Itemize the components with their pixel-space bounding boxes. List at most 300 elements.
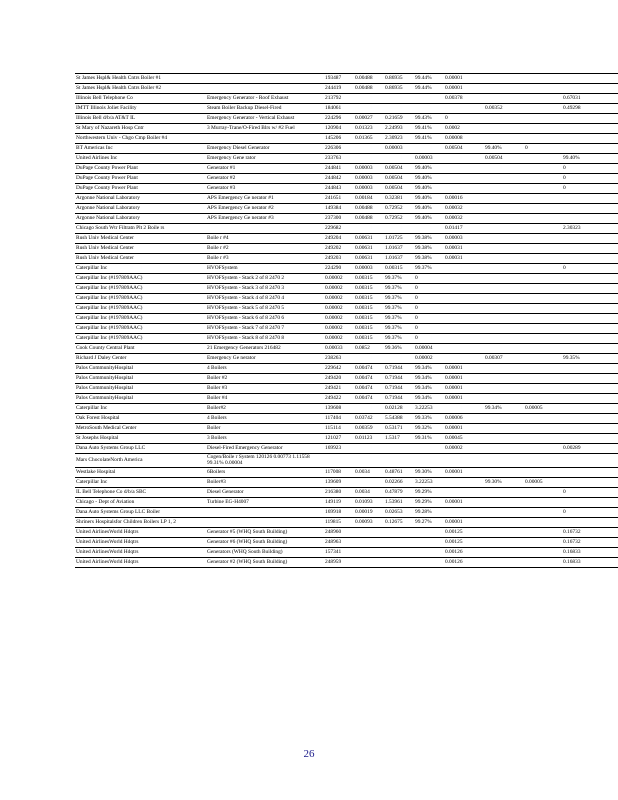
source-cell — [206, 84, 324, 94]
facility-cell: Argonne National Laboratory — [76, 195, 140, 202]
facility-cell: United AirlinesWorld Hdqtrs — [76, 549, 139, 556]
value-cell: 0 — [525, 145, 528, 152]
value-cell: 0.72952 — [385, 205, 403, 212]
table-row — [75, 184, 618, 194]
value-cell: 0.02266 — [385, 479, 403, 486]
value-cell — [414, 94, 444, 104]
source-cell: Boiler #2 — [207, 375, 228, 382]
value-cell — [354, 557, 384, 567]
table-row — [75, 244, 618, 254]
facility-cell: St Mary of Nazareth Hosp Cntr — [76, 125, 144, 132]
value-cell — [562, 364, 618, 374]
value-cell — [484, 424, 524, 434]
value-cell: 99.40% — [485, 145, 502, 152]
value-cell: 233763 — [325, 155, 342, 162]
value-cell: 0.00504 — [445, 145, 463, 152]
value-cell: 0.00004 — [415, 345, 433, 352]
table-row — [75, 154, 618, 164]
value-cell — [484, 527, 524, 537]
value-cell — [414, 104, 444, 114]
source-cell: HVOFSystem - Stack 2 of 8 2470 2 — [207, 275, 285, 282]
table-row — [75, 194, 618, 204]
source-cell: HVOFSystem - Stack 8 of 8 2470 8 — [207, 335, 285, 342]
value-cell — [562, 194, 618, 204]
value-cell — [444, 294, 484, 304]
value-cell: 0.72952 — [385, 215, 403, 222]
value-cell: 249422 — [325, 395, 342, 402]
value-cell: 249202 — [325, 245, 342, 252]
value-cell — [524, 424, 562, 434]
value-cell — [354, 527, 384, 537]
value-cell: 99.37% — [385, 275, 402, 282]
table-row — [75, 214, 618, 224]
value-cell: 237300 — [325, 215, 342, 222]
value-cell: 0.0034 — [355, 469, 370, 476]
value-cell — [354, 547, 384, 557]
value-cell: 0.00093 — [355, 519, 373, 526]
value-cell: 1.01725 — [385, 235, 403, 242]
value-cell — [484, 314, 524, 324]
value-cell: 0.71944 — [385, 395, 403, 402]
value-cell — [414, 557, 444, 567]
source-cell: Diesel Generator — [207, 489, 244, 496]
value-cell: 0.00003 — [385, 145, 403, 152]
value-cell — [484, 344, 524, 354]
value-cell: 149119 — [325, 499, 341, 506]
value-cell — [562, 384, 618, 394]
value-cell — [484, 384, 524, 394]
value-cell — [524, 254, 562, 264]
value-cell: 99.40% — [415, 175, 432, 182]
value-cell: 0.00474 — [355, 365, 373, 372]
value-cell — [354, 94, 384, 104]
value-cell: 99.35% — [563, 355, 580, 362]
value-cell: 99.33% — [415, 415, 432, 422]
source-cell: Boiler #3 — [207, 385, 228, 392]
source-cell: HVOFSystem — [207, 265, 238, 272]
value-cell: 99.29% — [415, 489, 432, 496]
value-cell: 0.00001 — [445, 395, 463, 402]
value-cell: 0.00488 — [355, 85, 373, 92]
value-cell — [524, 134, 562, 144]
value-cell — [524, 284, 562, 294]
source-cell: Emergency Diesel Generator — [207, 145, 270, 152]
facility-cell: United AirlinesWorld Hdqtrs — [76, 539, 139, 546]
source-cell: 21 Emergency Generators 216482 — [207, 345, 281, 352]
facility-cell: Rush Univ Medical Center — [76, 235, 134, 242]
value-cell — [524, 114, 562, 124]
value-cell: 5.54388 — [385, 415, 403, 422]
facility-cell: Westlake Hospital — [76, 469, 116, 476]
value-cell: 0.00315 — [355, 285, 373, 292]
value-cell — [484, 304, 524, 314]
facility-cell: Dana Auto Systems Group LLC — [76, 445, 146, 452]
value-cell: 0.00126 — [445, 549, 463, 556]
value-cell — [484, 174, 524, 184]
value-cell: 0.00002 — [325, 305, 343, 312]
value-cell: 149384 — [325, 205, 342, 212]
source-cell: APS Emergency Ge nerator #3 — [207, 215, 274, 222]
value-cell — [524, 174, 562, 184]
source-cell: HVOFSystem - Stack 7 of 8 2470 7 — [207, 325, 285, 332]
value-cell: 99.37% — [385, 315, 402, 322]
facility-cell: Argonne National Laboratory — [76, 205, 140, 212]
value-cell: 0.00504 — [485, 155, 503, 162]
value-cell — [444, 507, 484, 517]
source-cell: Generator #2 (WHQ South Building) — [207, 559, 288, 566]
value-cell — [384, 527, 414, 537]
table-row — [75, 517, 618, 527]
value-cell: 0.00001 — [445, 425, 463, 432]
value-cell: 0.01323 — [355, 125, 373, 132]
value-cell: 0.00352 — [485, 105, 503, 112]
value-cell — [444, 344, 484, 354]
facility-cell: Palos CommunityHospital — [76, 365, 134, 372]
value-cell: 0.00031 — [445, 245, 463, 252]
value-cell — [384, 557, 414, 567]
value-cell: 0.01365 — [355, 135, 373, 142]
value-cell — [562, 234, 618, 244]
value-cell: 0.00488 — [355, 215, 373, 222]
value-cell: 0.02128 — [385, 405, 403, 412]
value-cell: 99.37% — [385, 335, 402, 342]
value-cell: 0 — [563, 165, 566, 172]
source-cell: Generator #6 (WHQ South Building) — [207, 539, 288, 546]
value-cell: 99.38% — [415, 255, 432, 262]
value-cell — [354, 354, 384, 364]
value-cell: 0.00378 — [445, 95, 463, 102]
value-cell — [524, 124, 562, 134]
value-cell: 0.00002 — [325, 335, 343, 342]
value-cell: 0.00125 — [445, 529, 463, 536]
value-cell — [562, 344, 618, 354]
value-cell: 99.44% — [415, 75, 432, 82]
table-row — [75, 134, 618, 144]
value-cell: 238263 — [325, 355, 342, 362]
value-cell: 0.53171 — [385, 425, 403, 432]
table-row — [75, 454, 618, 468]
value-cell — [484, 244, 524, 254]
value-cell — [562, 244, 618, 254]
value-cell — [562, 294, 618, 304]
value-cell — [484, 264, 524, 274]
facility-cell: Chicago South Wtr Filtratn Plt 2 Boile rs — [76, 225, 165, 232]
source-cell: 3 Murray-Trane/O-Fired Blrs w/ #2 Fuel — [207, 125, 295, 132]
value-cell — [562, 214, 618, 224]
value-cell: 0.01417 — [445, 225, 463, 232]
value-cell: 0.00631 — [355, 235, 373, 242]
value-cell — [414, 144, 444, 154]
facility-cell: Argonne National Laboratory — [76, 215, 140, 222]
value-cell: 0.0034 — [355, 489, 370, 496]
value-cell: 0.00003 — [355, 185, 373, 192]
value-cell — [524, 467, 562, 477]
value-cell — [562, 497, 618, 507]
facility-cell: Cook County Central Plant — [76, 345, 135, 352]
source-cell: Generator #5 (WHQ South Building) — [207, 529, 288, 536]
facility-cell: Palos CommunityHospital — [76, 375, 134, 382]
value-cell — [444, 454, 484, 468]
value-cell — [354, 224, 384, 234]
table-row — [75, 467, 618, 477]
table-row — [75, 84, 618, 94]
value-cell — [484, 274, 524, 284]
source-cell: Boiler#2 — [207, 405, 226, 412]
value-cell: 99.40% — [415, 185, 432, 192]
value-cell — [484, 284, 524, 294]
value-cell: 99.27% — [415, 519, 432, 526]
value-cell: 0.00045 — [445, 435, 463, 442]
value-cell: 0 — [415, 295, 418, 302]
source-cell: Boile r #2 — [207, 245, 229, 252]
value-cell — [414, 454, 444, 468]
source-cell: HVOFSystem - Stack 6 of 8 2470 6 — [207, 315, 285, 322]
value-cell — [524, 364, 562, 374]
value-cell — [414, 527, 444, 537]
value-cell: 0.00001 — [445, 385, 463, 392]
facility-cell: Illinois Bell Telephone Co — [76, 95, 133, 102]
value-cell: 0.00504 — [385, 165, 403, 172]
value-cell: 2.24993 — [385, 125, 403, 132]
emissions-table — [75, 73, 618, 568]
value-cell: 0.00031 — [445, 255, 463, 262]
value-cell: 2.30323 — [563, 225, 581, 232]
source-cell: 6Boilers — [207, 469, 226, 476]
table-row — [75, 487, 618, 497]
source-cell: Boile r #3 — [207, 255, 229, 262]
value-cell — [484, 364, 524, 374]
value-cell — [444, 404, 484, 414]
value-cell — [484, 547, 524, 557]
value-cell — [562, 314, 618, 324]
source-cell: Boiler #4 — [207, 395, 228, 402]
value-cell — [524, 244, 562, 254]
value-cell: 99.37% — [385, 295, 402, 302]
value-cell — [484, 414, 524, 424]
table-row — [75, 274, 618, 284]
value-cell — [384, 444, 414, 454]
value-cell: 0.00002 — [325, 285, 343, 292]
value-cell — [484, 537, 524, 547]
value-cell — [562, 394, 618, 404]
table-row — [75, 174, 618, 184]
facility-cell: Richard J Daley Center — [76, 355, 127, 362]
value-cell: 145206 — [325, 135, 342, 142]
table-row — [75, 547, 618, 557]
facility-cell: St Josephs Hospital — [76, 435, 119, 442]
value-cell — [524, 384, 562, 394]
value-cell: 1.01637 — [385, 245, 403, 252]
value-cell — [384, 537, 414, 547]
value-cell: 0.00001 — [445, 375, 463, 382]
value-cell — [562, 204, 618, 214]
value-cell: 99.38% — [415, 235, 432, 242]
value-cell — [354, 444, 384, 454]
value-cell: 249203 — [325, 255, 342, 262]
value-cell: 99.41% — [415, 135, 432, 142]
value-cell: 248960 — [325, 529, 342, 536]
table-row — [75, 527, 618, 537]
value-cell — [484, 454, 524, 468]
value-cell: 0.01123 — [355, 435, 373, 442]
value-cell: 119815 — [325, 519, 341, 526]
value-cell — [524, 314, 562, 324]
facility-cell: Chicago - Dept of Aviation — [76, 499, 135, 506]
value-cell — [524, 154, 562, 164]
value-cell: 0.00631 — [355, 245, 373, 252]
value-cell — [384, 154, 414, 164]
value-cell — [444, 354, 484, 364]
value-cell — [444, 314, 484, 324]
table-row — [75, 304, 618, 314]
source-cell: Turbine EG-H4007 — [207, 499, 249, 506]
table-row — [75, 384, 618, 394]
table-row — [75, 414, 618, 424]
table-row — [75, 444, 618, 454]
value-cell: 99.40% — [415, 215, 432, 222]
value-cell — [524, 214, 562, 224]
value-cell — [354, 454, 384, 468]
facility-cell: Oak Forest Hospital — [76, 415, 120, 422]
facility-cell: Rush Univ Medical Center — [76, 245, 134, 252]
table-row — [75, 557, 618, 567]
facility-cell: Palos CommunityHospital — [76, 385, 134, 392]
value-cell: 99.30% — [415, 469, 432, 476]
value-cell: 99.34% — [415, 395, 432, 402]
value-cell: 0.00289 — [563, 445, 581, 452]
value-cell: 0.00002 — [325, 275, 343, 282]
facility-cell: United Airlines Inc — [76, 155, 118, 162]
value-cell: 0.00488 — [355, 205, 373, 212]
value-cell: 0.47879 — [385, 489, 403, 496]
value-cell: 0 — [415, 285, 418, 292]
facility-cell: United AirlinesWorld Hdqtrs — [76, 529, 139, 536]
value-cell: 0 — [415, 305, 418, 312]
value-cell: 0.02653 — [385, 509, 403, 516]
source-cell: Emergency Ge nerator — [207, 355, 256, 362]
value-cell: 0.00019 — [355, 509, 373, 516]
value-cell — [484, 124, 524, 134]
value-cell — [524, 394, 562, 404]
value-cell: 99.32% — [415, 425, 432, 432]
value-cell — [324, 454, 354, 468]
value-cell: 0 — [563, 175, 566, 182]
value-cell: 0.00504 — [385, 175, 403, 182]
value-cell — [524, 274, 562, 284]
value-cell: 0.00001 — [445, 469, 463, 476]
value-cell: 0.00003 — [445, 235, 463, 242]
value-cell: 0.16833 — [563, 559, 581, 566]
table-row — [75, 124, 618, 134]
value-cell — [562, 284, 618, 294]
value-cell — [484, 467, 524, 477]
value-cell: 193487 — [325, 75, 342, 82]
facility-cell: Caterpillar Inc (#197809AAC) — [76, 335, 143, 342]
source-cell: 4 Boilers — [207, 365, 227, 372]
source-cell — [206, 134, 324, 144]
table-row — [75, 434, 618, 444]
value-cell — [524, 517, 562, 527]
value-cell: 99.37% — [385, 285, 402, 292]
value-cell — [384, 547, 414, 557]
table-row — [75, 404, 618, 414]
value-cell: 0.49298 — [563, 105, 581, 112]
value-cell: 0.00315 — [355, 335, 373, 342]
value-cell: 99.43% — [415, 115, 432, 122]
table-row — [75, 334, 618, 344]
value-cell — [562, 334, 618, 344]
value-cell — [384, 354, 414, 364]
value-cell: 0 — [415, 275, 418, 282]
table-body — [75, 74, 618, 568]
value-cell — [354, 144, 384, 154]
value-cell: 0.00006 — [445, 415, 463, 422]
value-cell — [484, 517, 524, 527]
value-cell: 99.38% — [415, 245, 432, 252]
value-cell: 0.00016 — [445, 195, 463, 202]
value-cell — [562, 477, 618, 487]
value-cell: 2.30923 — [385, 135, 403, 142]
value-cell — [562, 304, 618, 314]
value-cell — [562, 134, 618, 144]
page-number: 26 — [303, 748, 315, 760]
value-cell: 184061 — [325, 105, 342, 112]
value-cell — [524, 194, 562, 204]
value-cell — [524, 334, 562, 344]
table-row — [75, 294, 618, 304]
value-cell — [484, 224, 524, 234]
table-row — [75, 497, 618, 507]
value-cell — [562, 467, 618, 477]
value-cell: 1.01637 — [385, 255, 403, 262]
value-cell — [384, 224, 414, 234]
facility-cell: IL Bell Telephone Co d/b/a SBC — [76, 489, 147, 496]
source-cell: Generator #1 — [207, 165, 236, 172]
value-cell — [524, 324, 562, 334]
value-cell: 0.16732 — [563, 539, 581, 546]
value-cell — [524, 374, 562, 384]
value-cell — [524, 414, 562, 424]
value-cell — [414, 547, 444, 557]
value-cell — [484, 294, 524, 304]
value-cell: 99.40% — [415, 195, 432, 202]
value-cell — [484, 184, 524, 194]
source-cell: Boiler#3 — [207, 479, 226, 486]
value-cell — [484, 324, 524, 334]
value-cell — [484, 254, 524, 264]
value-cell — [354, 537, 384, 547]
facility-cell: Illinois Bell d/b/a AT&T IL — [76, 115, 136, 122]
value-cell: 0.00033 — [325, 345, 343, 352]
value-cell: 0.00184 — [355, 195, 373, 202]
value-cell: 0.32381 — [385, 195, 403, 202]
facility-cell: Caterpillar Inc (#197809AAC) — [76, 285, 143, 292]
source-cell: Generator #3 — [207, 185, 236, 192]
facility-cell: Caterpillar Inc (#197809AAC) — [76, 325, 143, 332]
value-cell — [524, 94, 562, 104]
source-cell: 4 Boilers — [207, 415, 227, 422]
value-cell — [484, 74, 524, 84]
source-cell — [206, 517, 324, 527]
value-cell — [484, 234, 524, 244]
value-cell — [484, 394, 524, 404]
value-cell: 0.00359 — [355, 425, 373, 432]
value-cell: 0.67031 — [563, 95, 581, 102]
value-cell: 244843 — [325, 185, 342, 192]
facility-cell: Northwestern Univ - Chgo Cmp Boiler #4 — [76, 135, 168, 142]
facility-cell: Caterpillar Inc — [76, 405, 108, 412]
value-cell — [384, 94, 414, 104]
